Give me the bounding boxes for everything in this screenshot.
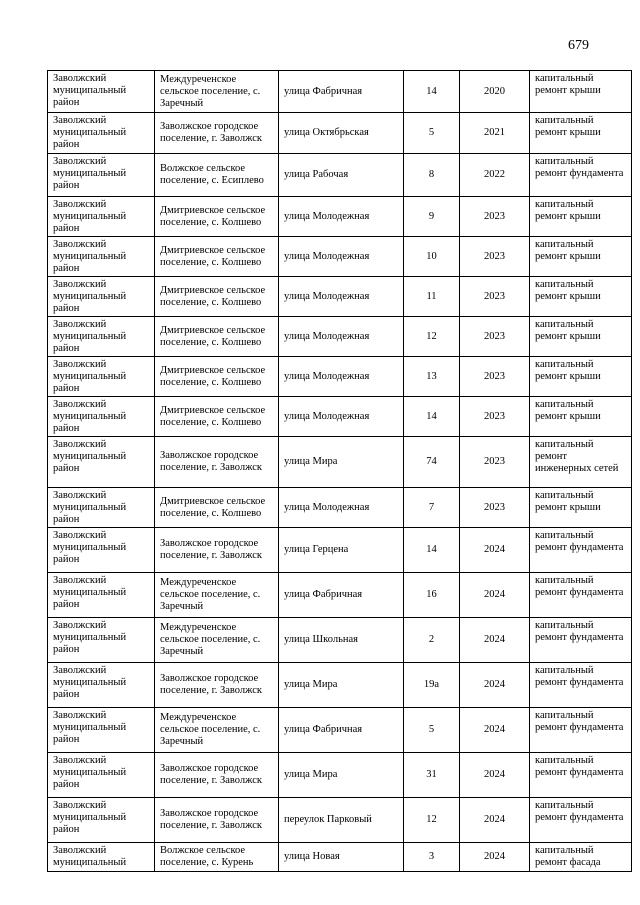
cell-work: капитальный ремонт крыши <box>530 237 632 277</box>
cell-street: улица Новая <box>279 843 404 872</box>
table-row <box>48 237 632 277</box>
cell-work: капитальный ремонт фасада <box>530 843 632 872</box>
cell-year: 2020 <box>460 71 530 113</box>
cell-year: 2024 <box>460 618 530 663</box>
cell-work: капитальный ремонт крыши <box>530 113 632 154</box>
table-row <box>48 113 632 154</box>
cell-district: Заволжский муниципальный район <box>48 237 155 277</box>
cell-year: 2023 <box>460 397 530 437</box>
cell-house: 74 <box>404 437 460 488</box>
cell-work: капитальный ремонт инженерных сетей <box>530 437 632 488</box>
cell-house: 14 <box>404 397 460 437</box>
cell-house: 31 <box>404 753 460 798</box>
cell-house: 3 <box>404 843 460 872</box>
table-body <box>48 71 632 872</box>
cell-work: капитальный ремонт крыши <box>530 357 632 397</box>
cell-street: улица Октябрьская <box>279 113 404 154</box>
cell-district: Заволжский муниципальный район <box>48 753 155 798</box>
cell-district: Заволжский муниципальный район <box>48 488 155 528</box>
cell-district: Заволжский муниципальный район <box>48 798 155 843</box>
table-row <box>48 397 632 437</box>
repair-registry-table <box>47 70 632 872</box>
table-row <box>48 277 632 317</box>
cell-settlement: Заволжское городское поселение, г. Заволжск <box>155 113 279 154</box>
cell-work: капитальный ремонт фундамента <box>530 573 632 618</box>
cell-house: 7 <box>404 488 460 528</box>
cell-work: капитальный ремонт крыши <box>530 197 632 237</box>
cell-settlement: Междуреченское сельское поселение, с. Заречный <box>155 573 279 618</box>
cell-house: 16 <box>404 573 460 618</box>
cell-house: 9 <box>404 197 460 237</box>
cell-district: Заволжский муниципальный район <box>48 71 155 113</box>
cell-year: 2023 <box>460 317 530 357</box>
cell-year: 2024 <box>460 573 530 618</box>
table-row <box>48 843 632 872</box>
cell-district: Заволжский муниципальный район <box>48 573 155 618</box>
cell-work: капитальный ремонт крыши <box>530 71 632 113</box>
cell-year: 2021 <box>460 113 530 154</box>
table-row <box>48 71 632 113</box>
cell-street: улица Мира <box>279 753 404 798</box>
cell-house: 8 <box>404 154 460 197</box>
cell-street: переулок Парковый <box>279 798 404 843</box>
cell-house: 12 <box>404 317 460 357</box>
cell-district: Заволжский муниципальный район <box>48 618 155 663</box>
cell-street: улица Молодежная <box>279 237 404 277</box>
cell-settlement: Дмитриевское сельское поселение, с. Колшево <box>155 237 279 277</box>
cell-street: улица Фабричная <box>279 71 404 113</box>
cell-work: капитальный ремонт крыши <box>530 488 632 528</box>
cell-settlement: Дмитриевское сельское поселение, с. Колшево <box>155 397 279 437</box>
cell-work: капитальный ремонт крыши <box>530 317 632 357</box>
cell-street: улица Фабричная <box>279 708 404 753</box>
cell-year: 2023 <box>460 488 530 528</box>
cell-street: улица Герцена <box>279 528 404 573</box>
cell-work: капитальный ремонт фундамента <box>530 528 632 573</box>
cell-work: капитальный ремонт фундамента <box>530 708 632 753</box>
cell-house: 19а <box>404 663 460 708</box>
cell-house: 13 <box>404 357 460 397</box>
cell-work: капитальный ремонт крыши <box>530 397 632 437</box>
cell-settlement: Заволжское городское поселение, г. Заволжск <box>155 753 279 798</box>
cell-settlement: Дмитриевское сельское поселение, с. Колшево <box>155 357 279 397</box>
cell-work: капитальный ремонт фундамента <box>530 753 632 798</box>
cell-settlement: Заволжское городское поселение, г. Заволжск <box>155 663 279 708</box>
table-row <box>48 618 632 663</box>
cell-year: 2023 <box>460 277 530 317</box>
cell-year: 2024 <box>460 753 530 798</box>
cell-street: улица Мира <box>279 663 404 708</box>
cell-settlement: Дмитриевское сельское поселение, с. Колшево <box>155 488 279 528</box>
cell-settlement: Дмитриевское сельское поселение, с. Колшево <box>155 197 279 237</box>
cell-house: 2 <box>404 618 460 663</box>
table-row <box>48 154 632 197</box>
cell-house: 11 <box>404 277 460 317</box>
cell-street: улица Молодежная <box>279 357 404 397</box>
table-row <box>48 798 632 843</box>
cell-district: Заволжский муниципальный район <box>48 154 155 197</box>
cell-year: 2024 <box>460 663 530 708</box>
cell-district: Заволжский муниципальный <box>48 843 155 872</box>
cell-district: Заволжский муниципальный район <box>48 317 155 357</box>
cell-house: 5 <box>404 113 460 154</box>
cell-year: 2023 <box>460 437 530 488</box>
page-number: 679 <box>568 38 589 53</box>
cell-district: Заволжский муниципальный район <box>48 357 155 397</box>
cell-settlement: Волжское сельское поселение, с. Курень <box>155 843 279 872</box>
cell-work: капитальный ремонт фундамента <box>530 798 632 843</box>
cell-work: капитальный ремонт фундамента <box>530 154 632 197</box>
table-row <box>48 573 632 618</box>
cell-house: 14 <box>404 528 460 573</box>
cell-year: 2024 <box>460 708 530 753</box>
table-row <box>48 488 632 528</box>
cell-street: улица Школьная <box>279 618 404 663</box>
cell-settlement: Заволжское городское поселение, г. Заволжск <box>155 798 279 843</box>
cell-street: улица Фабричная <box>279 573 404 618</box>
cell-house: 5 <box>404 708 460 753</box>
table-row <box>48 528 632 573</box>
cell-settlement: Междуреченское сельское поселение, с. Заречный <box>155 708 279 753</box>
cell-district: Заволжский муниципальный район <box>48 708 155 753</box>
cell-settlement: Дмитриевское сельское поселение, с. Колшево <box>155 277 279 317</box>
cell-street: улица Молодежная <box>279 197 404 237</box>
cell-house: 12 <box>404 798 460 843</box>
cell-work: капитальный ремонт фундамента <box>530 618 632 663</box>
cell-settlement: Междуреченское сельское поселение, с. Заречный <box>155 618 279 663</box>
cell-settlement: Дмитриевское сельское поселение, с. Колшево <box>155 317 279 357</box>
cell-settlement: Заволжское городское поселение, г. Заволжск <box>155 437 279 488</box>
cell-year: 2023 <box>460 197 530 237</box>
cell-house: 14 <box>404 71 460 113</box>
cell-district: Заволжский муниципальный район <box>48 437 155 488</box>
cell-district: Заволжский муниципальный район <box>48 113 155 154</box>
cell-year: 2024 <box>460 798 530 843</box>
cell-year: 2023 <box>460 237 530 277</box>
cell-settlement: Волжское сельское поселение, с. Есиплево <box>155 154 279 197</box>
cell-year: 2024 <box>460 843 530 872</box>
table-row <box>48 317 632 357</box>
cell-street: улица Молодежная <box>279 397 404 437</box>
cell-district: Заволжский муниципальный район <box>48 197 155 237</box>
table-row <box>48 753 632 798</box>
table-row <box>48 197 632 237</box>
cell-year: 2024 <box>460 528 530 573</box>
table-row <box>48 357 632 397</box>
cell-work: капитальный ремонт крыши <box>530 277 632 317</box>
table-row <box>48 663 632 708</box>
table-row <box>48 708 632 753</box>
cell-year: 2022 <box>460 154 530 197</box>
cell-work: капитальный ремонт фундамента <box>530 663 632 708</box>
cell-street: улица Молодежная <box>279 277 404 317</box>
cell-district: Заволжский муниципальный район <box>48 277 155 317</box>
table-row <box>48 437 632 488</box>
cell-street: улица Мира <box>279 437 404 488</box>
cell-house: 10 <box>404 237 460 277</box>
cell-street: улица Молодежная <box>279 488 404 528</box>
cell-settlement: Междуреченское сельское поселение, с. Заречный <box>155 71 279 113</box>
cell-district: Заволжский муниципальный район <box>48 663 155 708</box>
cell-street: улица Рабочая <box>279 154 404 197</box>
cell-district: Заволжский муниципальный район <box>48 528 155 573</box>
cell-year: 2023 <box>460 357 530 397</box>
cell-settlement: Заволжское городское поселение, г. Заволжск <box>155 528 279 573</box>
cell-district: Заволжский муниципальный район <box>48 397 155 437</box>
cell-street: улица Молодежная <box>279 317 404 357</box>
